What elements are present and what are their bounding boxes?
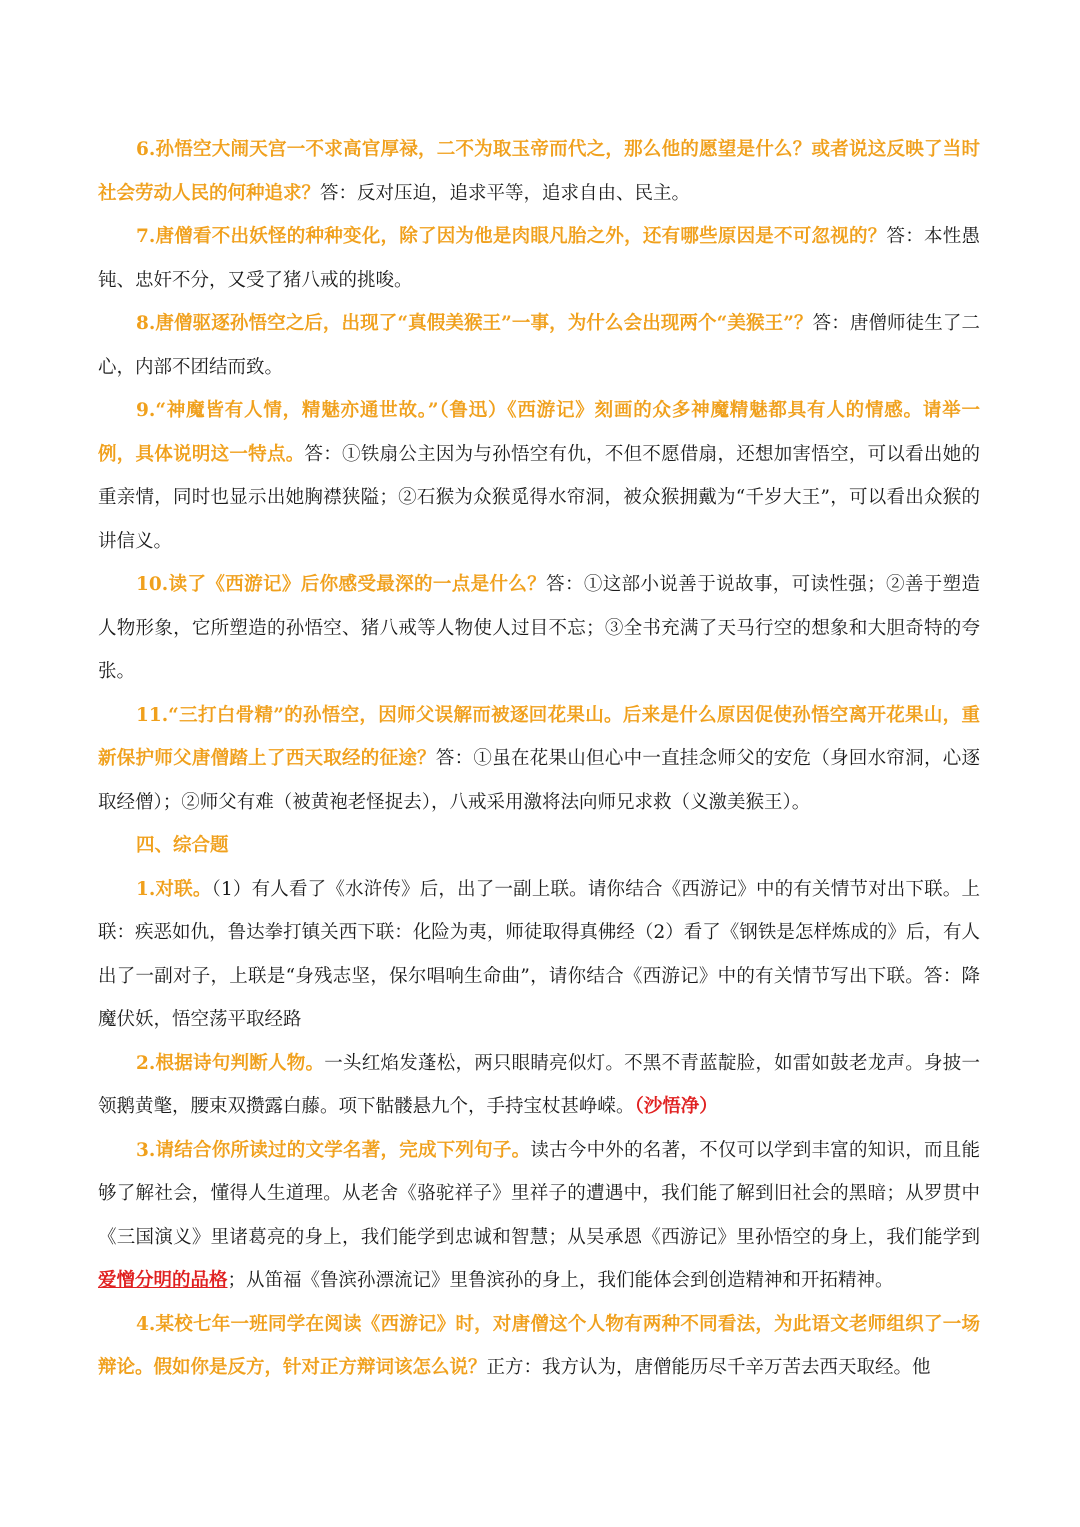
answer-highlight: （沙悟净） [634,1096,718,1117]
question-10 [98,563,980,694]
comprehensive-2 [98,1042,980,1129]
question-text: 11.“三打白骨精”的孙悟空，因师父误解而被逐回花果山。后来是什么原因促使孙悟空离开花果山，重新保护师父唐僧踏上了西天取经的征途？ [98,704,980,769]
question-7 [98,215,980,302]
question-text: 6.孙悟空大闹天宫一不求高官厚禄，二不为取玉帝而代之，那么他的愿望是什么？或者说这反映了当时社会劳动人民的何种追求？ [98,139,980,204]
answer-text: 答：①这部小说善于说故事，可读性强；②善于塑造人物形象，它所塑造的孙悟空、猪八戒等人物使人过目不忘；③全书充满了天马行空的想象和大胆奇特的夸张。 [98,574,980,682]
question-9 [98,389,980,563]
question-8 [98,302,980,389]
question-6 [98,128,980,215]
question-text: 3.请结合你所读过的文学名著，完成下列句子。 [136,1139,531,1161]
comprehensive-1 [98,868,980,1042]
question-text: 9.“神魔皆有人情，精魅亦通世故。”（鲁迅）《西游记》刻画的众多神魔精魅都具有人的情感。请举一例，具体说明这一特点。 [98,400,980,465]
comprehensive-4 [98,1303,980,1390]
document-page [0,128,1080,1390]
body-text: 正方：我方认为，唐僧能历尽千辛万苦去西天取经。他 [486,1357,931,1378]
answer-text: 答：唐僧师徒生了二心，内部不团结而致。 [98,313,980,378]
answer-text: 答：①铁扇公主因为与孙悟空有仇，不但不愿借扇，还想加害悟空，可以看出她的重亲情，同时也显示出她胸襟狭隘；②石猴为众猴觅得水帘洞，被众猴拥戴为“千岁大王”，可以看出众猴的讲信义。 [98,443,980,552]
question-text: 8.唐僧驱逐孙悟空之后，出现了“真假美猴王”一事，为什么会出现两个“美猴王”？ [136,313,813,334]
question-11 [98,694,980,825]
answer-text: 答：反对压迫，追求平等，追求自由、民主。 [320,182,691,204]
answer-text: 答：本性愚钝、忠奸不分，又受了猪八戒的挑唆。 [98,226,980,291]
section-heading-text: 四、综合题 [136,835,229,856]
poem-text: 一头红焰发蓬松，两只眼睛亮似灯。不黑不青蓝靛脸，如雷如鼓老龙声。身披一领鹅黄氅，腰束双攒露白藤。项下骷髅悬九个，手持宝杖甚峥嵘。 [98,1052,980,1117]
fill-in-answer: 爱憎分明的品格 [98,1270,228,1291]
body-text: ；从笛福《鲁滨孙漂流记》里鲁滨孙的身上，我们能体会到创造精神和开拓精神。 [227,1270,894,1291]
section-heading [98,824,980,868]
question-text: 1.对联。 [136,878,212,900]
question-text: 10.读了《西游记》后你感受最深的一点是什么？ [136,574,547,595]
question-text: 7.唐僧看不出妖怪的种种变化，除了因为他是肉眼凡胎之外，还有哪些原因是不可忽视的？ [136,226,887,247]
question-text: 4.某校七年一班同学在阅读《西游记》时，对唐僧这个人物有两种不同看法，为此语文老师组织了一场辩论。假如你是反方，针对正方辩词该怎么说？ [98,1313,980,1378]
answer-text: （1）有人看了《水浒传》后，出了一副上联。请你结合《西游记》中的有关情节对出下联。上联：疾恶如仇，鲁达拳打镇关西下联：化险为夷，师徒取得真佛经（2）看了《钢铁是怎样炼成的》后，有人出了一副对子，上联是“身残志坚，保尔唱响生命曲”，请你结合《西游记》中的有关情节写出下联。答：降魔伏妖，悟空荡平取经路 [98,878,980,1030]
body-text: 读古今中外的名著，不仅可以学到丰富的知识，而且能够了解社会，懂得人生道理。从老舍《骆驼祥子》里祥子的遭遇中，我们能了解到旧社会的黑暗；从罗贯中《三国演义》里诸葛亮的身上，我们能学到忠诚和智慧；从吴承恩《西游记》里孙悟空的身上，我们能学到 [98,1139,980,1248]
question-text: 2.根据诗句判断人物。 [136,1052,325,1074]
answer-text: 答：①虽在花果山但心中一直挂念师父的安危（身回水帘洞，心逐取经僧）；②师父有难（被黄袍老怪捉去），八戒采用激将法向师兄求救（义激美猴王）。 [98,748,980,813]
comprehensive-3 [98,1129,980,1303]
